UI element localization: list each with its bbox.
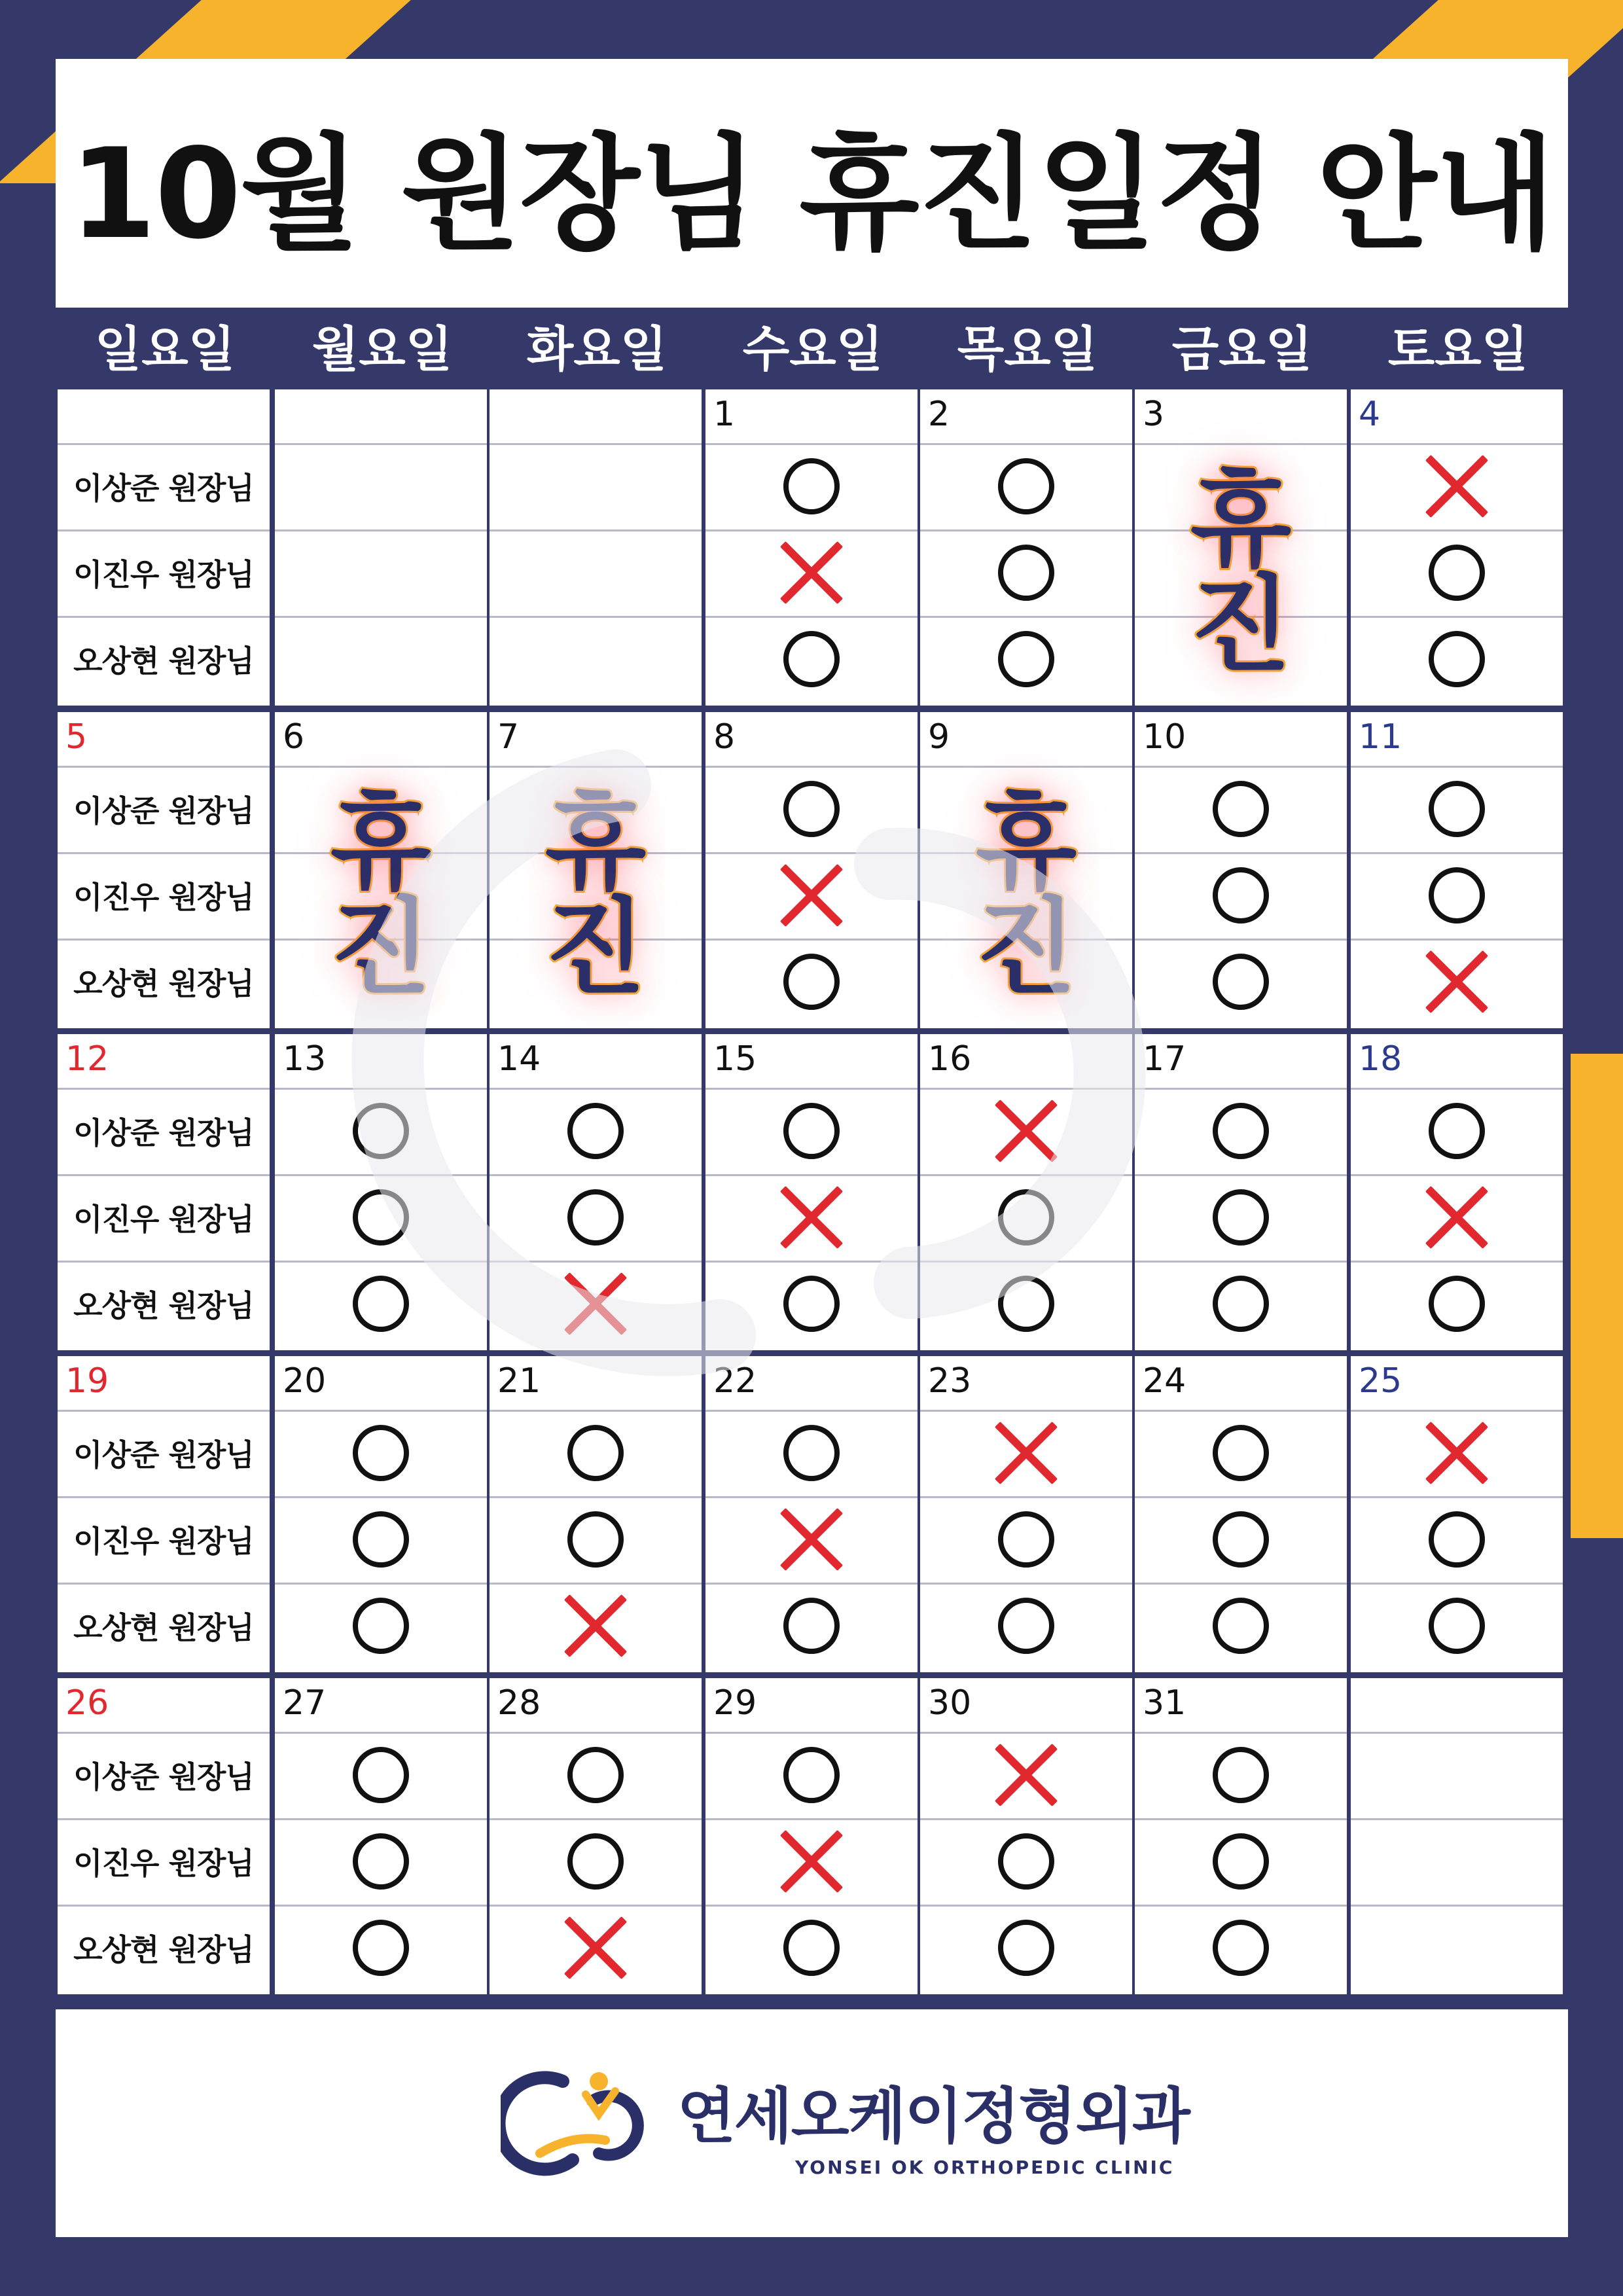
date-number: 13: [283, 1039, 327, 1079]
available-circle-icon: [353, 1598, 409, 1654]
date-number-cell: [490, 389, 702, 443]
available-circle-icon: [1429, 1276, 1485, 1332]
available-circle-icon: [567, 1747, 624, 1803]
day-cell: [275, 1356, 487, 1672]
weekday-4: 목요일: [957, 321, 1098, 378]
row-divider: [1135, 1732, 1347, 1734]
available-circle-icon: [353, 1103, 409, 1159]
row-divider: [705, 1496, 918, 1498]
date-number-cell: [1351, 1356, 1563, 1410]
date-number: 26: [65, 1683, 109, 1723]
day-cell: [705, 389, 918, 706]
row-divider: [705, 1261, 918, 1263]
row-divider: [490, 529, 702, 531]
available-circle-icon: [783, 781, 840, 837]
row-divider: [1135, 1261, 1347, 1263]
date-number-cell: [1135, 1356, 1347, 1410]
unavailable-x-icon: [779, 1185, 844, 1250]
date-number-cell: [490, 1034, 702, 1088]
row-divider: [705, 1174, 918, 1176]
date-number-cell: [275, 712, 487, 766]
date-number-cell: [490, 1356, 702, 1410]
date-number-cell: [275, 1034, 487, 1088]
unavailable-x-icon: [1424, 949, 1489, 1014]
date-number-cell: [920, 1356, 1132, 1410]
weekday-6: 토요일: [1387, 321, 1529, 378]
date-number-cell: [705, 1356, 918, 1410]
available-circle-icon: [783, 1425, 840, 1481]
available-circle-icon: [1429, 1103, 1485, 1159]
doctor-label-column: [58, 1678, 270, 1994]
week-row: [58, 1678, 1567, 1994]
day-cell: [490, 1356, 702, 1672]
date-number-cell: [490, 712, 702, 766]
row-divider: [1351, 1583, 1563, 1585]
closed-char: 진: [544, 886, 647, 1009]
row-divider: [275, 1174, 487, 1176]
available-circle-icon: [783, 1747, 840, 1803]
doctor-name: 이상준 원장님: [73, 793, 254, 829]
row-divider: [920, 1496, 1132, 1498]
decor-stripe-right: [1571, 1054, 1623, 1538]
day-cell: [705, 1034, 918, 1350]
row-divider: [1351, 939, 1563, 941]
row-divider: [490, 1496, 702, 1498]
available-circle-icon: [567, 1189, 624, 1246]
date-number: 2: [928, 395, 950, 434]
available-circle-icon: [353, 1920, 409, 1976]
date-number-cell: [58, 1678, 270, 1732]
doctor-name: 이상준 원장님: [73, 1759, 254, 1795]
doctor-name: 오상현 원장님: [73, 1932, 254, 1967]
day-cell: [920, 712, 1132, 1028]
date-number-cell: [275, 1678, 487, 1732]
available-circle-icon: [1213, 954, 1269, 1010]
day-cell: [1351, 1034, 1563, 1350]
date-number: 31: [1143, 1683, 1186, 1723]
date-number: 14: [497, 1039, 541, 1079]
available-circle-icon: [783, 1598, 840, 1654]
available-circle-icon: [1429, 545, 1485, 601]
available-circle-icon: [998, 1189, 1054, 1246]
day-cell: [705, 1356, 918, 1672]
day-cell: [1135, 389, 1347, 706]
row-divider: [705, 1583, 918, 1585]
doctor-name: 이진우 원장님: [73, 1524, 254, 1559]
available-circle-icon: [353, 1425, 409, 1481]
unavailable-x-icon: [1424, 1420, 1489, 1486]
weekday-0: 일요일: [94, 321, 236, 378]
date-number: 9: [928, 717, 950, 757]
unavailable-x-icon: [563, 1593, 628, 1659]
day-cell: [1351, 1356, 1563, 1672]
row-divider: [1351, 766, 1563, 768]
available-circle-icon: [1213, 867, 1269, 924]
day-cell: [705, 1678, 918, 1994]
date-number-cell: [58, 1356, 270, 1410]
date-number: 18: [1359, 1039, 1402, 1079]
row-divider: [705, 443, 918, 445]
row-divider: [1135, 1583, 1347, 1585]
date-number: 3: [1143, 395, 1165, 434]
date-number: 27: [283, 1683, 327, 1723]
row-divider: [1351, 616, 1563, 618]
clinic-subtitle: YONSEI OK ORTHOPEDIC CLINIC: [795, 2157, 1175, 2178]
row-divider: [705, 1905, 918, 1907]
day-cell: [1135, 712, 1347, 1028]
date-number: 19: [65, 1361, 109, 1401]
row-divider: [1135, 852, 1347, 854]
day-cell: [705, 712, 918, 1028]
available-circle-icon: [353, 1276, 409, 1332]
available-circle-icon: [783, 631, 840, 687]
row-divider: [920, 1261, 1132, 1263]
row-divider: [490, 1905, 702, 1907]
closed-char: 휴: [975, 781, 1077, 904]
row-divider: [920, 1174, 1132, 1176]
row-divider: [490, 1583, 702, 1585]
row-divider: [1351, 443, 1563, 445]
row-divider: [1135, 766, 1347, 768]
available-circle-icon: [998, 631, 1054, 687]
row-divider: [1135, 1410, 1347, 1412]
row-divider: [705, 1732, 918, 1734]
date-number: 30: [928, 1683, 972, 1723]
row-divider: [275, 1818, 487, 1820]
row-divider: [920, 1583, 1132, 1585]
row-divider: [490, 1261, 702, 1263]
row-divider: [1351, 1818, 1563, 1820]
unavailable-x-icon: [779, 1829, 844, 1894]
title-banner: [56, 59, 1568, 308]
row-divider: [275, 443, 487, 445]
date-number-cell: [1135, 712, 1347, 766]
day-cell: [275, 712, 487, 1028]
closed-char: 휴: [544, 781, 647, 904]
row-divider: [705, 1410, 918, 1412]
date-number: 12: [65, 1039, 109, 1079]
available-circle-icon: [567, 1833, 624, 1890]
date-number-cell: [705, 712, 918, 766]
page-title: 10월 원장님 휴진일정 안내: [69, 121, 1554, 266]
unavailable-x-icon: [563, 1271, 628, 1336]
closed-char: 진: [330, 886, 432, 1009]
row-divider: [490, 616, 702, 618]
row-divider: [490, 443, 702, 445]
available-circle-icon: [1429, 1511, 1485, 1568]
available-circle-icon: [998, 1920, 1054, 1976]
date-number-cell: [1135, 1678, 1347, 1732]
day-cell: [1351, 712, 1563, 1028]
date-number: 29: [713, 1683, 757, 1723]
day-cell: [920, 389, 1132, 706]
clinic-logo: [488, 2055, 1207, 2186]
doctor-name: 오상현 원장님: [73, 1610, 254, 1645]
date-number-cell: [920, 1034, 1132, 1088]
date-number-cell: [58, 389, 270, 443]
doctor-label-column: [58, 712, 270, 1028]
available-circle-icon: [1429, 781, 1485, 837]
week-row: [58, 389, 1567, 706]
available-circle-icon: [1213, 1276, 1269, 1332]
row-divider: [1135, 1496, 1347, 1498]
available-circle-icon: [353, 1511, 409, 1568]
date-number: 28: [497, 1683, 541, 1723]
doctor-label-column: [58, 1034, 270, 1350]
available-circle-icon: [783, 458, 840, 514]
available-circle-icon: [998, 1833, 1054, 1890]
date-number: 16: [928, 1039, 972, 1079]
row-divider: [705, 766, 918, 768]
date-number: 6: [283, 717, 305, 757]
available-circle-icon: [1213, 1833, 1269, 1890]
row-divider: [920, 1905, 1132, 1907]
date-number-cell: [490, 1678, 702, 1732]
unavailable-x-icon: [563, 1915, 628, 1981]
date-number: 22: [713, 1361, 757, 1401]
date-number: 5: [65, 717, 88, 757]
date-number-cell: [1135, 1034, 1347, 1088]
weekday-2: 화요일: [526, 321, 668, 378]
doctor-name: 이상준 원장님: [73, 471, 254, 506]
row-divider: [1351, 1905, 1563, 1907]
date-number: 23: [928, 1361, 972, 1401]
available-circle-icon: [567, 1511, 624, 1568]
row-divider: [490, 1410, 702, 1412]
day-cell: [1351, 1678, 1563, 1994]
doctor-name: 오상현 원장님: [73, 966, 254, 1001]
doctor-name: 이상준 원장님: [73, 1115, 254, 1151]
closed-day-label: [490, 766, 702, 1025]
row-divider: [1351, 1496, 1563, 1498]
row-divider: [1135, 939, 1347, 941]
row-divider: [1351, 1088, 1563, 1090]
available-circle-icon: [1429, 1598, 1485, 1654]
available-circle-icon: [998, 1276, 1054, 1332]
row-divider: [490, 1818, 702, 1820]
row-divider: [705, 1818, 918, 1820]
clinic-name: 연세오케이정형외과: [677, 2081, 1189, 2151]
available-circle-icon: [1213, 1189, 1269, 1246]
day-cell: [920, 1678, 1132, 1994]
available-circle-icon: [1429, 867, 1485, 924]
date-number-cell: [1135, 389, 1347, 443]
row-divider: [920, 1732, 1132, 1734]
available-circle-icon: [998, 1598, 1054, 1654]
row-divider: [275, 1410, 487, 1412]
day-cell: [920, 1356, 1132, 1672]
row-divider: [920, 616, 1132, 618]
row-divider: [275, 1732, 487, 1734]
available-circle-icon: [783, 1920, 840, 1976]
date-number-cell: [705, 1678, 918, 1732]
day-cell: [1135, 1356, 1347, 1672]
weekday-3: 수요일: [742, 321, 883, 378]
clinic-logo-icon: [501, 2055, 658, 2186]
row-divider: [275, 1583, 487, 1585]
available-circle-icon: [998, 1511, 1054, 1568]
row-divider: [275, 1088, 487, 1090]
available-circle-icon: [1213, 781, 1269, 837]
date-number: 7: [497, 717, 520, 757]
available-circle-icon: [1429, 631, 1485, 687]
row-divider: [1351, 1732, 1563, 1734]
date-number: 11: [1359, 717, 1402, 757]
date-number-cell: [275, 389, 487, 443]
unavailable-x-icon: [779, 1507, 844, 1572]
day-cell: [1135, 1678, 1347, 1994]
day-cell: [490, 1034, 702, 1350]
row-divider: [1351, 852, 1563, 854]
day-cell: [490, 1678, 702, 1994]
weekday-1: 월요일: [312, 321, 453, 378]
day-cell: [1351, 389, 1563, 706]
doctor-label-column: [58, 389, 270, 706]
doctor-name: 오상현 원장님: [73, 1288, 254, 1323]
available-circle-icon: [783, 1103, 840, 1159]
row-divider: [705, 616, 918, 618]
row-divider: [275, 1496, 487, 1498]
doctor-name: 이진우 원장님: [73, 1202, 254, 1237]
day-cell: [275, 1034, 487, 1350]
date-number-cell: [1351, 712, 1563, 766]
row-divider: [920, 1818, 1132, 1820]
unavailable-x-icon: [993, 1420, 1059, 1486]
row-divider: [920, 1410, 1132, 1412]
row-divider: [1135, 1905, 1347, 1907]
row-divider: [275, 1905, 487, 1907]
available-circle-icon: [353, 1747, 409, 1803]
week-row: [58, 1034, 1567, 1350]
row-divider: [705, 852, 918, 854]
unavailable-x-icon: [993, 1098, 1059, 1164]
doctor-name: 오상현 원장님: [73, 643, 254, 679]
date-number: 24: [1143, 1361, 1186, 1401]
date-number: 1: [713, 395, 736, 434]
doctor-name: 이상준 원장님: [73, 1437, 254, 1473]
date-number-cell: [1351, 389, 1563, 443]
date-number-cell: [705, 389, 918, 443]
day-cell: [1135, 1034, 1347, 1350]
closed-char: 휴: [1190, 459, 1292, 581]
day-cell: [490, 389, 702, 706]
date-number: 20: [283, 1361, 327, 1401]
week-row: [58, 1356, 1567, 1672]
row-divider: [705, 1088, 918, 1090]
day-cell: [490, 712, 702, 1028]
available-circle-icon: [1213, 1747, 1269, 1803]
unavailable-x-icon: [1424, 454, 1489, 519]
row-divider: [920, 1088, 1132, 1090]
available-circle-icon: [1213, 1598, 1269, 1654]
row-divider: [705, 529, 918, 531]
available-circle-icon: [783, 954, 840, 1010]
date-number: 21: [497, 1361, 541, 1401]
row-divider: [1351, 1174, 1563, 1176]
available-circle-icon: [1213, 1103, 1269, 1159]
unavailable-x-icon: [779, 540, 844, 605]
date-number: 25: [1359, 1361, 1402, 1401]
unavailable-x-icon: [993, 1742, 1059, 1808]
row-divider: [490, 1732, 702, 1734]
date-number: 10: [1143, 717, 1186, 757]
row-divider: [1351, 529, 1563, 531]
unavailable-x-icon: [1424, 1185, 1489, 1250]
row-divider: [1351, 1261, 1563, 1263]
closed-char: 진: [1190, 564, 1292, 686]
row-divider: [1135, 1088, 1347, 1090]
available-circle-icon: [998, 545, 1054, 601]
day-cell: [275, 1678, 487, 1994]
row-divider: [275, 529, 487, 531]
closed-day-label: [1135, 443, 1347, 702]
date-number-cell: [920, 1678, 1132, 1732]
date-number-cell: [58, 1034, 270, 1088]
doctor-name: 이진우 원장님: [73, 557, 254, 592]
row-divider: [1351, 1410, 1563, 1412]
date-number-cell: [920, 389, 1132, 443]
unavailable-x-icon: [779, 863, 844, 928]
date-number-cell: [1351, 1034, 1563, 1088]
date-number: 15: [713, 1039, 757, 1079]
closed-day-label: [920, 766, 1132, 1025]
row-divider: [920, 529, 1132, 531]
available-circle-icon: [783, 1276, 840, 1332]
available-circle-icon: [1213, 1511, 1269, 1568]
available-circle-icon: [1213, 1920, 1269, 1976]
date-number: 8: [713, 717, 736, 757]
day-cell: [920, 1034, 1132, 1350]
doctor-name: 이진우 원장님: [73, 1846, 254, 1881]
date-number-cell: [705, 1034, 918, 1088]
row-divider: [490, 1088, 702, 1090]
available-circle-icon: [1213, 1425, 1269, 1481]
date-number: 17: [1143, 1039, 1186, 1079]
week-row: [58, 712, 1567, 1028]
date-number: 4: [1359, 395, 1381, 434]
row-divider: [705, 939, 918, 941]
available-circle-icon: [567, 1425, 624, 1481]
row-divider: [275, 616, 487, 618]
date-number-cell: [58, 712, 270, 766]
date-number-cell: [920, 712, 1132, 766]
available-circle-icon: [353, 1189, 409, 1246]
available-circle-icon: [353, 1833, 409, 1890]
row-divider: [490, 1174, 702, 1176]
row-divider: [920, 443, 1132, 445]
closed-char: 진: [975, 886, 1077, 1009]
doctor-name: 이진우 원장님: [73, 880, 254, 915]
row-divider: [1135, 1174, 1347, 1176]
day-cell: [275, 389, 487, 706]
closed-char: 휴: [330, 781, 432, 904]
footer-panel: [56, 2009, 1568, 2237]
row-divider: [275, 1261, 487, 1263]
date-number-cell: [275, 1356, 487, 1410]
doctor-label-column: [58, 1356, 270, 1672]
available-circle-icon: [567, 1103, 624, 1159]
available-circle-icon: [998, 458, 1054, 514]
row-divider: [1135, 1818, 1347, 1820]
weekday-5: 금요일: [1171, 321, 1313, 378]
closed-day-label: [275, 766, 487, 1025]
date-number-cell: [1351, 1678, 1563, 1732]
